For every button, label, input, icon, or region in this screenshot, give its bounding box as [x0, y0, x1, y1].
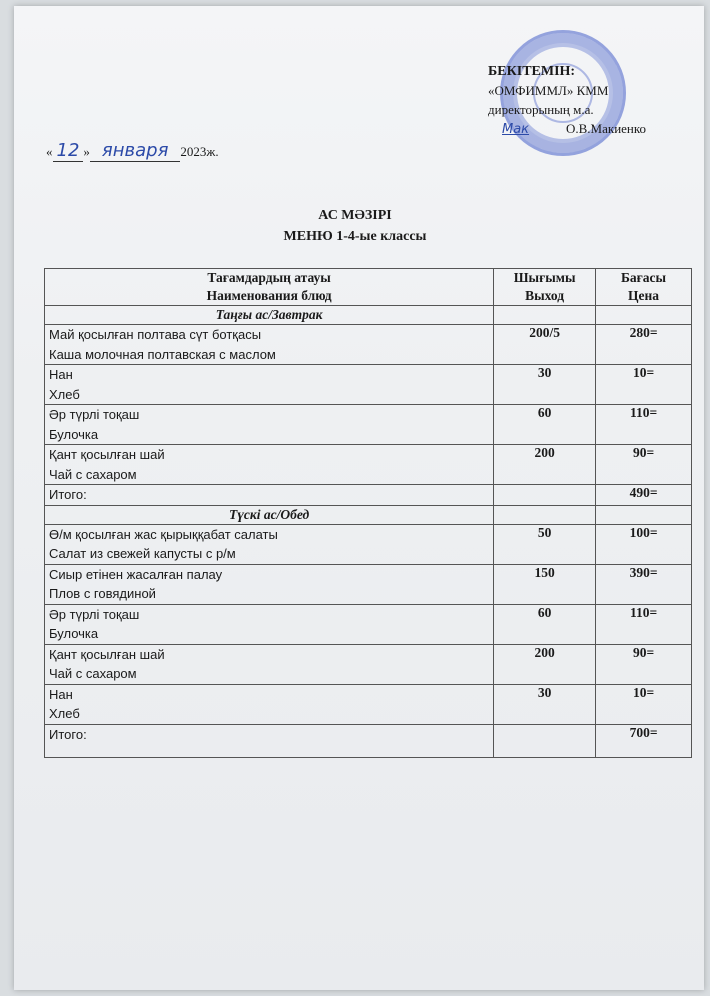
approval-signer: О.В.Макиенко: [566, 121, 647, 136]
total-row-breakfast: [45, 485, 692, 506]
dish-yield: 30: [494, 365, 596, 405]
date-quote-open: «: [46, 144, 53, 159]
menu-row: [45, 365, 692, 405]
header-name: [45, 269, 494, 306]
menu-row: [45, 405, 692, 445]
dish-price: 10=: [596, 684, 692, 724]
dish-price: 390=: [596, 564, 692, 604]
dish-name: [45, 445, 494, 485]
date-month: января: [90, 140, 181, 162]
dish-name: [45, 524, 494, 564]
approval-block: [488, 62, 646, 138]
dish-yield: 60: [494, 604, 596, 644]
header-row: [45, 269, 692, 306]
dish-name-kz: Әр түрлі тоқаш: [49, 606, 140, 622]
date-line: [46, 140, 219, 161]
dish-yield: 200/5: [494, 325, 596, 365]
total-price: 490=: [596, 485, 692, 506]
dish-name-kz: Нан: [49, 367, 73, 382]
date-day: 12: [53, 140, 84, 162]
dish-name: [45, 365, 494, 405]
header-name-ru: Наименования блюд: [206, 288, 332, 303]
section-lunch: Түскі ас/Обед: [45, 505, 494, 524]
dish-name-ru: Булочка: [49, 626, 99, 641]
header-name-kz: Тағамдардың атауы: [207, 270, 331, 285]
date-year: 2023ж.: [180, 144, 219, 159]
header-yield-kz: Шығымы: [513, 270, 576, 285]
dish-name-ru: Чай с сахаром: [49, 666, 137, 681]
dish-price: 110=: [596, 604, 692, 644]
dish-name: [45, 325, 494, 365]
total-price: 700=: [596, 724, 692, 757]
dish-name: [45, 405, 494, 445]
page-subtitle: МЕНЮ 1-4-ые классы: [283, 229, 427, 244]
dish-name-kz: Қант қосылған шай: [49, 447, 165, 462]
date-quote-close: »: [83, 144, 90, 159]
dish-yield: 150: [494, 564, 596, 604]
dish-price: 280=: [596, 325, 692, 365]
total-label: Итого:: [45, 485, 494, 506]
dish-name: [45, 604, 494, 644]
dish-name-kz: Май қосылған полтава сүт ботқасы: [49, 327, 262, 342]
dish-yield: 200: [494, 644, 596, 684]
approval-title: БЕКІТЕМІН:: [488, 64, 576, 79]
header-price: [596, 269, 692, 306]
total-label: Итого:: [45, 724, 494, 757]
dish-price: 90=: [596, 445, 692, 485]
menu-table: [44, 268, 692, 758]
dish-name-ru: Салат из свежей капусты с р/м: [49, 546, 236, 561]
dish-yield: 30: [494, 684, 596, 724]
menu-row: [45, 604, 692, 644]
dish-name-ru: Хлеб: [49, 706, 80, 721]
approval-position: директорының м.а.: [488, 102, 594, 117]
dish-price: 90=: [596, 644, 692, 684]
dish-name-ru: Плов с говядиной: [49, 586, 156, 601]
total-row-lunch: [45, 724, 692, 757]
header-price-kz: Бағасы: [621, 270, 667, 285]
header-yield: [494, 269, 596, 306]
header-price-ru: Цена: [628, 288, 660, 303]
dish-name-kz: Қант қосылған шай: [49, 646, 165, 662]
approval-org: «ОМФИММЛ» КММ: [488, 83, 609, 98]
dish-yield: 60: [494, 405, 596, 445]
menu-row: [45, 445, 692, 485]
section-row-lunch: [45, 505, 692, 524]
menu-row: [45, 325, 692, 365]
dish-name-ru: Хлеб: [49, 386, 80, 402]
dish-yield: 200: [494, 445, 596, 485]
dish-name: [45, 644, 494, 684]
menu-row: [45, 644, 692, 684]
section-breakfast: Таңғы ас/Завтрак: [45, 306, 494, 325]
dish-name-kz: Әр түрлі тоқаш: [49, 407, 140, 422]
dish-name-ru: Булочка: [49, 426, 99, 442]
dish-yield: 50: [494, 524, 596, 564]
dish-price: 100=: [596, 524, 692, 564]
dish-name-kz: Нан: [49, 686, 73, 702]
section-row-breakfast: [45, 306, 692, 325]
dish-price: 110=: [596, 405, 692, 445]
menu-row: [45, 684, 692, 724]
dish-name-kz: Ө/м қосылған жас қырыққабат салаты: [49, 526, 278, 542]
dish-name: [45, 684, 494, 724]
dish-name: [45, 564, 494, 604]
signature: Мак: [502, 122, 530, 137]
page-title: АС МӘЗІРІ: [318, 208, 392, 223]
header-yield-ru: Выход: [525, 288, 565, 303]
dish-name-kz: Сиыр етінен жасалған палау: [49, 566, 223, 582]
menu-row: [45, 564, 692, 604]
dish-name-ru: Чай с сахаром: [49, 466, 137, 482]
dish-price: 10=: [596, 365, 692, 405]
dish-name-ru: Каша молочная полтавская с маслом: [49, 346, 276, 362]
menu-row: [45, 524, 692, 564]
